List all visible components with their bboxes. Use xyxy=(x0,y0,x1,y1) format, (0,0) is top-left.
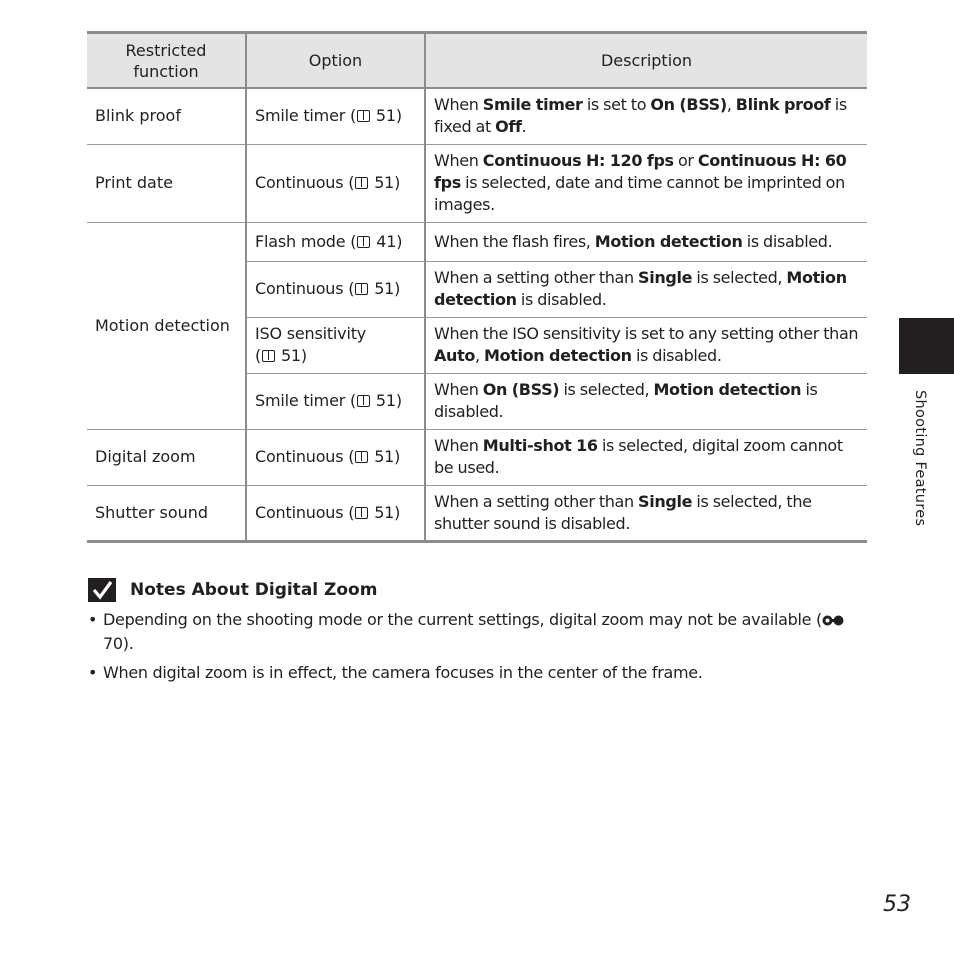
description-highlight: On (BSS) xyxy=(482,380,560,399)
manual-page-reference-icon xyxy=(262,350,275,362)
manual-page-reference-icon xyxy=(355,451,368,463)
option-label: Smile timer xyxy=(255,391,346,410)
section-side-label: Shooting Features xyxy=(912,390,928,527)
reference-page-number: 51 xyxy=(374,447,395,466)
option-label: Continuous xyxy=(255,447,344,466)
description-text: When a setting other than xyxy=(434,268,639,287)
bullet-text: Depending on the shooting mode or the current settings, digital zoom may not be available xyxy=(103,610,812,629)
description-text: When xyxy=(434,151,483,170)
description-text: is set to xyxy=(582,95,651,115)
description-cell xyxy=(425,317,867,373)
description-text: . xyxy=(521,117,527,137)
table-row xyxy=(87,429,867,485)
manual-page-reference-icon xyxy=(357,395,370,407)
description-highlight: On (BSS) xyxy=(650,95,727,115)
description-cell xyxy=(425,485,867,541)
notes-list xyxy=(87,609,847,691)
option-cell: Flash mode ( 41) xyxy=(246,222,425,261)
option-label: Continuous xyxy=(255,173,344,192)
option-label: Smile timer xyxy=(255,106,346,126)
description-text: is fixed at xyxy=(434,95,847,137)
restrictions-table xyxy=(87,31,867,543)
description-cell xyxy=(425,88,867,144)
description-highlight: Blink proof xyxy=(735,95,831,115)
bullet-icon: • xyxy=(88,610,98,629)
list-item xyxy=(87,662,847,684)
table-row xyxy=(87,222,867,261)
description-text: When xyxy=(434,380,483,399)
reference-page-number: 51 xyxy=(374,173,395,192)
reference-page-number: 51 xyxy=(280,346,301,365)
section-tab-marker xyxy=(899,318,954,374)
reference-page-number: 51 xyxy=(374,502,395,522)
description-highlight: Continuous H: 120 fps xyxy=(482,151,674,170)
description-highlight: Auto xyxy=(434,346,476,365)
column-header-restricted-function: Restricted function xyxy=(87,33,246,89)
description-highlight: Motion detection xyxy=(653,380,802,399)
list-item: • Depending on the shooting mode or the current settings, digital zoom may not be available (70). xyxy=(87,609,847,655)
description-highlight: Single xyxy=(638,268,693,287)
description-cell xyxy=(425,222,867,261)
description-text: is selected, digital zoom cannot be used. xyxy=(434,436,843,477)
option-label: Continuous xyxy=(255,502,344,522)
description-highlight: Continuous H: 60 fps xyxy=(434,151,847,192)
reference-page-number: 51 xyxy=(374,279,395,298)
description-text: or xyxy=(673,151,698,170)
description-text: is disabled. xyxy=(742,231,833,251)
restricted-function-cell: Digital zoom xyxy=(87,429,246,485)
description-text: is selected, xyxy=(559,380,654,399)
option-cell: ISO sensitivity ( 51) xyxy=(246,317,425,373)
bullet-text: When digital zoom is in effect, the camera focuses in the center of the frame. xyxy=(103,663,703,682)
description-highlight: Single xyxy=(638,491,693,511)
restricted-function-cell: Print date xyxy=(87,144,246,222)
description-highlight: Motion detection xyxy=(434,268,847,309)
table-row xyxy=(87,485,867,541)
reference-page-number: 51 xyxy=(375,391,396,410)
manual-page-reference-icon xyxy=(355,283,368,295)
restricted-function-cell: Motion detection xyxy=(87,222,246,429)
description-text: is selected, xyxy=(692,268,787,287)
manual-page-reference-icon xyxy=(357,110,370,122)
option-cell: Continuous ( 51) xyxy=(246,485,425,541)
table-body xyxy=(87,88,867,541)
notes-heading xyxy=(88,578,377,602)
bullet-icon: • xyxy=(88,663,98,682)
option-cell: Continuous ( 51) xyxy=(246,261,425,317)
description-highlight: Motion detection xyxy=(594,231,743,251)
description-text: is disabled. xyxy=(631,346,722,365)
restricted-function-cell: Shutter sound xyxy=(87,485,246,541)
table-row xyxy=(87,144,867,222)
manual-page-reference-icon xyxy=(357,236,370,248)
option-label: Flash mode xyxy=(255,231,346,251)
description-cell xyxy=(425,373,867,429)
option-cell: Smile timer ( 51) xyxy=(246,88,425,144)
reference-section-icon xyxy=(822,611,844,633)
description-cell xyxy=(425,261,867,317)
description-text: is selected, the shutter sound is disabled. xyxy=(434,491,812,533)
description-text: is disabled. xyxy=(434,380,818,421)
notes-title: Notes About Digital Zoom xyxy=(130,580,378,600)
reference-page-number: 51 xyxy=(375,106,396,126)
description-highlight: Smile timer xyxy=(482,95,583,115)
description-text: , xyxy=(475,346,484,365)
option-cell: Continuous ( 51) xyxy=(246,144,425,222)
description-text: is disabled. xyxy=(516,290,607,309)
description-highlight: Multi-shot 16 xyxy=(482,436,598,455)
page-number: 53 xyxy=(883,892,911,917)
bullet-reference-page: 70 xyxy=(103,634,123,653)
table-header-row xyxy=(87,33,867,89)
manual-page-reference-icon xyxy=(355,177,368,189)
option-cell: Continuous ( 51) xyxy=(246,429,425,485)
manual-page-reference-icon xyxy=(355,507,368,519)
description-highlight: Off xyxy=(495,117,522,137)
description-text: , xyxy=(726,95,736,115)
column-header-option: Option xyxy=(246,33,425,89)
reference-page-number: 41 xyxy=(376,231,397,251)
description-highlight: Motion detection xyxy=(484,346,632,365)
description-text: When the flash fires, xyxy=(434,231,595,251)
description-cell xyxy=(425,429,867,485)
description-text: When a setting other than xyxy=(434,491,639,511)
description-cell xyxy=(425,144,867,222)
description-text: is selected, date and time cannot be imprinted on images. xyxy=(434,173,845,214)
table-row xyxy=(87,88,867,144)
option-label: ISO sensitivity xyxy=(255,324,367,343)
option-label: Continuous xyxy=(255,279,344,298)
description-text: When xyxy=(434,436,483,455)
restricted-function-cell: Blink proof xyxy=(87,88,246,144)
checkmark-note-icon xyxy=(88,578,116,602)
option-cell: Smile timer ( 51) xyxy=(246,373,425,429)
description-text: When the ISO sensitivity is set to any setting other than xyxy=(434,324,859,343)
description-text: When xyxy=(434,95,483,115)
column-header-description: Description xyxy=(425,33,867,89)
